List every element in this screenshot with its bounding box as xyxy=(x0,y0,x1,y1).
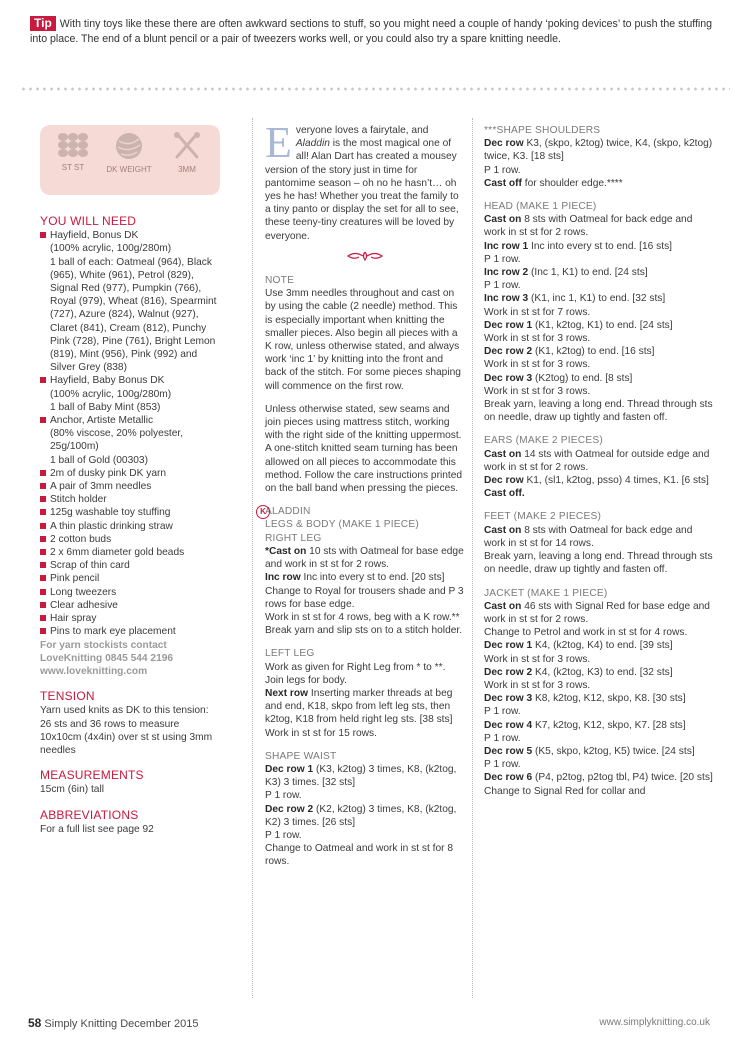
info-badges xyxy=(40,125,220,195)
list-item: 2m of dusky pink DK yarn xyxy=(40,467,220,480)
instruction-line xyxy=(484,653,714,666)
list-item: Hayfield, Baby Bonus DK xyxy=(40,374,220,387)
list-item: 2 x 6mm diameter gold beads xyxy=(40,546,220,559)
instruction-line xyxy=(484,679,714,692)
instruction-label: Dec row 5 xyxy=(484,745,533,757)
instructions xyxy=(265,763,465,869)
instruction-text: P 1 row. xyxy=(265,829,302,841)
instruction-line xyxy=(484,474,714,487)
section-heading: MEASUREMENTS xyxy=(40,768,144,783)
badge-label: DK WEIGHT xyxy=(106,165,152,174)
contact-line: For yarn stockists contact xyxy=(40,639,167,651)
instruction-text: Inc into every st to end. [16 sts] xyxy=(528,240,673,252)
badge-label: ST ST xyxy=(61,163,85,172)
instruction-line xyxy=(484,524,714,550)
instruction-label: Cast on xyxy=(484,214,522,226)
instruction-text: (K3, k2tog) 3 times, K8, (k2tog, K3) 3 times. [32 sts] xyxy=(265,763,457,789)
instruction-text: Work in st st for 7 rows. xyxy=(484,306,591,318)
instruction-label: Dec row 2 xyxy=(484,666,533,678)
flourish-icon xyxy=(345,250,385,262)
instruction-line xyxy=(484,448,714,474)
sub-heading: RIGHT LEG xyxy=(265,532,322,544)
instruction-text: Work in st st for 3 rows. xyxy=(484,679,591,691)
sub-heading: LEGS & BODY (MAKE 1 PIECE) xyxy=(265,519,419,531)
instruction-line xyxy=(265,727,465,740)
instruction-line xyxy=(484,240,714,253)
instruction-text: P 1 row. xyxy=(484,280,521,292)
list-item-detail: 1 ball of each: Oatmeal (964), Black (965), White (961), Petrol (829), Signal Red (977), Pumpkin (766), Royal (979), Wheat (816), Spearmint (727), Azure (824), Walnut (927), Claret (841), Cream (812), Punchy Pink (728), Pine (761), Bright Lemon (819), Mint (956), Pink (992) and Silver Grey (838) xyxy=(50,256,217,374)
instruction-line xyxy=(484,253,714,266)
list-item: Clear adhesive xyxy=(40,599,220,612)
column-left xyxy=(40,125,220,836)
instruction-text: for shoulder edge.**** xyxy=(521,177,623,189)
instruction-text: P 1 row. xyxy=(484,706,521,718)
instruction-label: Dec row 4 xyxy=(484,719,533,731)
instruction-label: Cast on xyxy=(484,448,522,460)
instruction-line xyxy=(484,306,714,319)
badge-st-st xyxy=(48,131,98,172)
list-item: A pair of 3mm needles xyxy=(40,480,220,493)
section-heading: NOTE xyxy=(265,275,295,287)
instruction-label: Inc row 2 xyxy=(484,267,529,279)
tip-box xyxy=(30,16,720,46)
instruction-label: Cast on xyxy=(484,524,522,536)
page-number: 58 xyxy=(28,1016,42,1030)
instruction-text: Work in st st for 3 rows. xyxy=(484,359,591,371)
instruction-text: Break yarn, leaving a long end. Thread through sts on needle, draw up tightly and fasten off. xyxy=(484,399,713,424)
footer-url[interactable]: www.simplyknitting.co.uk xyxy=(599,1017,710,1028)
instruction-text: (K1, k2tog) to end. [16 sts] xyxy=(532,346,655,358)
instruction-line xyxy=(484,358,714,371)
instruction-text: P 1 row. xyxy=(484,164,521,176)
section-heading: HEAD (MAKE 1 PIECE) xyxy=(484,201,597,213)
section-heading: ABBREVIATIONS xyxy=(40,807,139,822)
list-item: 2 cotton buds xyxy=(40,533,220,546)
tension-text: Yarn used knits as DK to this tension: 26 sts and 36 rows to measure 10x10cm (4x4in) over st st using 3mm needles xyxy=(40,705,213,756)
list-item: Anchor, Artiste Metallic xyxy=(40,414,220,427)
measurements-text: 15cm (6in) tall xyxy=(40,784,104,796)
stockists-contact xyxy=(40,639,220,679)
instruction-line xyxy=(484,758,714,771)
tip-text: With tiny toys like these there are often awkward sections to stuff, so you might need a couple of handy ‘poking devices’ to push the stuffing into place. The end of a blunt pencil or a pair of tweezers works well, or you could also try a spare knitting needle. xyxy=(30,18,713,45)
instruction-line xyxy=(265,829,465,842)
section-heading: TENSION xyxy=(40,689,95,704)
instructions xyxy=(265,545,465,637)
st-st-icon xyxy=(56,131,90,159)
intro-text: is the most magical one of all! Alan Dart has created a mousey version of the story just in time for pantomime season – oh no he hasn’t… oh yes he has! Whether you treat the family to a tiny panto or display the set for all to see, these teeny-tiny creatures will be loved by everyone. xyxy=(265,138,459,242)
instruction-line xyxy=(265,545,465,571)
instruction-line xyxy=(484,550,714,576)
list-item: Long tweezers xyxy=(40,586,220,599)
instruction-text: Change to Petrol and work in st st for 4 rows. xyxy=(484,627,688,639)
instruction-line xyxy=(265,763,465,789)
instruction-text: 14 sts with Oatmeal for outside edge and work in st st for 2 rows. xyxy=(484,448,710,473)
instruction-line xyxy=(484,266,714,279)
list-item: 125g washable toy stuffing xyxy=(40,506,220,519)
instruction-label: Cast off xyxy=(484,177,522,189)
instruction-label: *Cast on xyxy=(265,545,307,557)
instruction-label: Dec row 1 xyxy=(484,640,533,652)
dotted-divider xyxy=(20,87,730,91)
instruction-text: P 1 row. xyxy=(265,790,302,802)
instruction-text: P 1 row. xyxy=(484,759,521,771)
instruction-text: (Inc 1, K1) to end. [24 sts] xyxy=(528,267,648,279)
instruction-text: (K2, k2tog) 3 times, K8, (k2tog, K2) 3 times. [26 sts] xyxy=(265,803,457,828)
contact-link[interactable]: www.loveknitting.com xyxy=(40,665,148,677)
instruction-line xyxy=(265,611,465,624)
instruction-label: Dec row 2 xyxy=(265,803,314,815)
instructions xyxy=(484,448,714,501)
instruction-label: Inc row xyxy=(265,572,301,584)
list-item-detail: (100% acrylic, 100g/280m) xyxy=(50,243,172,255)
instruction-label: Inc row 3 xyxy=(484,293,529,305)
badge-dk-weight xyxy=(104,131,154,174)
instruction-text: Work in st st for 4 rows, beg with a K row.** xyxy=(265,611,460,623)
instruction-line xyxy=(484,177,714,190)
instruction-label: Dec row 6 xyxy=(484,772,533,784)
instruction-label: Inc row 1 xyxy=(484,240,529,252)
instruction-text: Change to Oatmeal and work in st st for 8 rows. xyxy=(265,843,453,868)
list-item-detail: 1 ball of Baby Mint (853) xyxy=(50,401,161,413)
column-right xyxy=(484,124,714,798)
instruction-text: Change to Signal Red for collar and xyxy=(484,785,646,797)
instructions xyxy=(484,600,714,798)
instruction-text: 8 sts with Oatmeal for back edge and work in st st for 14 rows. xyxy=(484,524,693,549)
instruction-line xyxy=(484,719,714,732)
instruction-line xyxy=(484,692,714,705)
footer-page-info xyxy=(28,1016,199,1030)
instruction-text: K4, (k2tog, K4) to end. [39 sts] xyxy=(532,640,673,652)
contact-line: LoveKnitting 0845 544 2196 xyxy=(40,652,174,664)
instruction-label: Dec row 1 xyxy=(484,319,533,331)
instruction-line xyxy=(484,745,714,758)
instructions xyxy=(484,213,714,424)
magazine-issue: Simply Knitting December 2015 xyxy=(44,1018,199,1030)
instruction-text: Change to Royal for trousers shade and P 3 rows for base edge. xyxy=(265,585,464,610)
instruction-line xyxy=(484,292,714,305)
instruction-text: Work in st st for 3 rows. xyxy=(484,333,591,345)
list-item: Pins to mark eye placement xyxy=(40,625,220,638)
needles-icon xyxy=(172,131,202,161)
instruction-line xyxy=(484,732,714,745)
drop-cap: E xyxy=(265,118,292,167)
instruction-text: P 1 row. xyxy=(484,732,521,744)
abbreviations-text: For a full list see page 92 xyxy=(40,823,154,835)
list-item: Stitch holder xyxy=(40,493,220,506)
instructions xyxy=(484,524,714,577)
instruction-line xyxy=(484,319,714,332)
section-heading: ALADDIN xyxy=(265,506,311,518)
instruction-text: Work in st st for 3 rows. xyxy=(484,385,591,397)
instruction-line xyxy=(265,585,465,611)
section-heading: ***SHAPE SHOULDERS xyxy=(484,125,601,136)
instruction-label: Cast on xyxy=(484,600,522,612)
sub-heading: LEFT LEG xyxy=(265,648,315,660)
instruction-text: Work as given for Right Leg from * to **. Join legs for body. xyxy=(265,661,446,686)
materials-list xyxy=(40,229,220,638)
note-paragraph: Use 3mm needles throughout and cast on by using the cable (2 needle) method. This is especially important when knitting the smaller pieces. Also begin all pieces with a K row, unless otherwise stated, and always work ‘inc 1’ by knitting into the front and back of the stitch. For some pieces shaping will commence on the first row. xyxy=(265,288,461,392)
instructions xyxy=(265,661,465,740)
instruction-label: Dec row 2 xyxy=(484,346,533,358)
section-heading: YOU WILL NEED xyxy=(40,214,137,228)
instruction-text: Work in st st for 15 rows. xyxy=(265,727,377,739)
intro-text: veryone loves a fairytale, and xyxy=(295,125,429,136)
instruction-label: Dec row 3 xyxy=(484,372,533,384)
tip-badge: Tip xyxy=(30,16,56,31)
instruction-line xyxy=(265,624,465,637)
instruction-line xyxy=(265,803,465,829)
instruction-text: 46 sts with Signal Red for base edge and work in st st for 2 rows. xyxy=(484,600,710,625)
instruction-line xyxy=(265,571,465,584)
instruction-label: Cast off. xyxy=(484,488,525,500)
instruction-line xyxy=(484,487,714,500)
instruction-label: Dec row xyxy=(484,138,524,150)
column-divider xyxy=(252,118,253,998)
instruction-text: K1, (sl1, k2tog, psso) 4 times, K1. [6 sts] xyxy=(523,475,709,487)
instruction-label: Dec row xyxy=(484,475,524,487)
instruction-line xyxy=(265,842,465,868)
list-item: Scrap of thin card xyxy=(40,559,220,572)
instruction-line xyxy=(484,279,714,292)
instruction-line xyxy=(484,785,714,798)
section-heading: EARS (MAKE 2 PIECES) xyxy=(484,435,603,447)
badge-needles xyxy=(162,131,212,174)
dk-weight-icon xyxy=(114,131,144,161)
section-heading: FEET (MAKE 2 PIECES) xyxy=(484,511,602,523)
instruction-text: K4, (k2tog, K3) to end. [32 sts] xyxy=(532,666,673,678)
instruction-line xyxy=(265,661,465,687)
instruction-line xyxy=(484,398,714,424)
instruction-text: (P4, p2tog, p2tog tbl, P4) twice. [20 sts] xyxy=(532,772,713,784)
instruction-text: (K5, skpo, k2tog, K5) twice. [24 sts] xyxy=(532,745,695,757)
list-item: Hayfield, Bonus DK xyxy=(40,229,220,242)
instruction-line xyxy=(484,705,714,718)
instruction-line xyxy=(484,600,714,626)
instruction-line xyxy=(484,771,714,784)
instruction-text: (K2tog) to end. [8 sts] xyxy=(532,372,633,384)
instruction-line xyxy=(484,137,714,163)
instruction-text: P 1 row. xyxy=(484,253,521,265)
section-heading: JACKET (MAKE 1 PIECE) xyxy=(484,587,608,599)
list-item: A thin plastic drinking straw xyxy=(40,520,220,533)
instruction-text: Inserting marker threads at beg and end, K18, skpo from left leg sts, then k2tog, K18 from held right leg sts. [38 sts] xyxy=(265,687,453,726)
instruction-line xyxy=(484,345,714,358)
instruction-text: K8, k2tog, K12, skpo, K8. [30 sts] xyxy=(532,693,686,705)
instructions xyxy=(484,137,714,190)
instruction-line xyxy=(484,332,714,345)
list-item-detail: (80% viscose, 20% polyester, 25g/100m) xyxy=(50,428,184,453)
instruction-line xyxy=(484,164,714,177)
intro-paragraph xyxy=(265,118,465,243)
badge-label: 3MM xyxy=(178,165,196,174)
list-item-detail: 1 ball of Gold (00303) xyxy=(50,454,148,466)
sub-heading: SHAPE WAIST xyxy=(265,750,337,762)
aladdin-section xyxy=(260,505,465,868)
list-item: Hair spray xyxy=(40,612,220,625)
list-item-detail: (100% acrylic, 100g/280m) xyxy=(50,388,172,400)
instruction-text: K7, k2tog, K12, skpo, K7. [28 sts] xyxy=(532,719,686,731)
instruction-line xyxy=(484,213,714,239)
list-item: Pink pencil xyxy=(40,572,220,585)
instruction-label: Dec row 1 xyxy=(265,763,314,775)
k-icon: K xyxy=(256,505,270,519)
column-middle xyxy=(260,118,465,869)
instruction-line xyxy=(484,639,714,652)
instruction-line xyxy=(484,385,714,398)
instruction-line xyxy=(265,789,465,802)
instruction-label: Next row xyxy=(265,687,309,699)
flourish-ornament xyxy=(265,250,465,266)
note-paragraph: Unless otherwise stated, sew seams and join pieces using mattress stitch, working with the right side of the knitting uppermost. A one-stitch knitted seam turning has been allowed on all pieces to accommodate this method. Follow the care instructions printed on the ball band when pressing the pieces. xyxy=(265,403,463,495)
instruction-label: Dec row 3 xyxy=(484,693,533,705)
instruction-text: (K1, k2tog, K1) to end. [24 sts] xyxy=(532,319,673,331)
instruction-text: Inc into every st to end. [20 sts] xyxy=(300,572,445,584)
instruction-text: Work in st st for 3 rows. xyxy=(484,653,591,665)
instruction-line xyxy=(484,666,714,679)
intro-title: Aladdin xyxy=(295,138,330,150)
instruction-text: K3, (skpo, k2tog) twice, K4, (skpo, k2tog) twice, K3. [18 sts] xyxy=(484,138,713,163)
instruction-line xyxy=(484,626,714,639)
instruction-text: Break yarn, leaving a long end. Thread through sts on needle, draw up tightly and fasten off. xyxy=(484,551,713,576)
instruction-line xyxy=(265,687,465,727)
column-divider xyxy=(472,118,473,998)
instruction-line xyxy=(484,372,714,385)
instruction-text: 10 sts with Oatmeal for base edge and work in st st for 2 rows. xyxy=(265,545,464,571)
instruction-text: Break yarn and slip sts on to a stitch holder. xyxy=(265,625,463,637)
instruction-text: 8 sts with Oatmeal for back edge and work in st st for 2 rows. xyxy=(484,214,693,239)
instruction-text: (K1, inc 1, K1) to end. [32 sts] xyxy=(528,293,666,305)
